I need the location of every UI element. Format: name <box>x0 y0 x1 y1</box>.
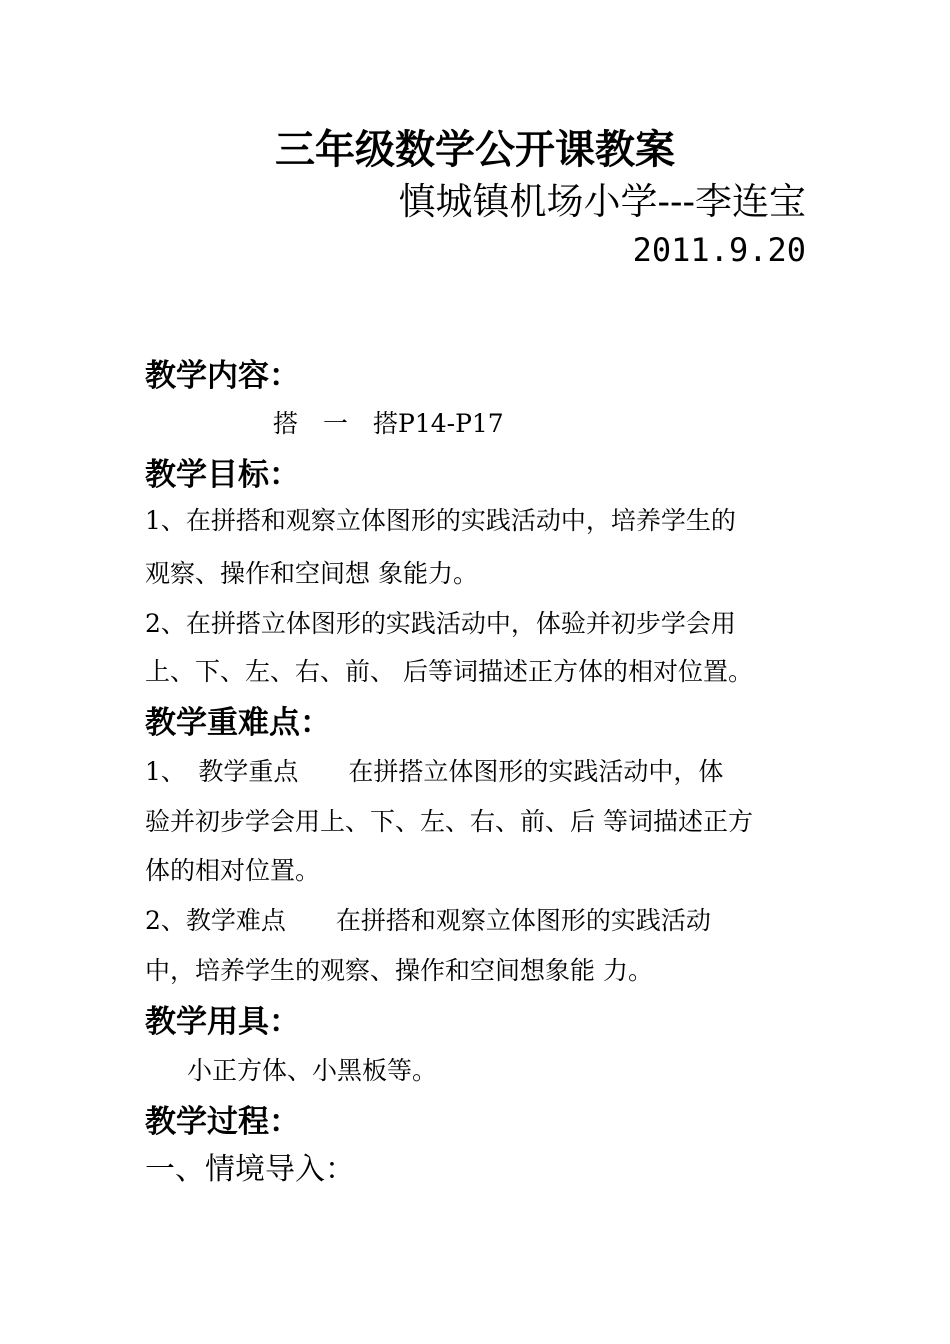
author-line: 慎城镇机场小学---李连宝 <box>398 180 806 223</box>
heading-teaching-goals: 教学目标： <box>145 457 300 493</box>
heading-teaching-process: 教学过程： <box>145 1104 300 1140</box>
goal-line: 观察、操作和空间想 象能力。 <box>145 559 478 588</box>
document-title: 三年级数学公开课教案 <box>275 127 675 173</box>
key-point-line: 中，培养学生的观察、操作和空间想象能 力。 <box>145 956 653 985</box>
goal-line: 2、在拼搭立体图形的实践活动中，体验并初步学会用 <box>145 609 736 638</box>
goal-line: 1、在拼搭和观察立体图形的实践活动中，培养学生的 <box>145 506 736 535</box>
document-date: 2011.9.20 <box>632 231 806 269</box>
process-step-1: 一、情境导入： <box>145 1152 355 1187</box>
goal-line: 上、下、左、右、前、 后等词描述正方体的相对位置。 <box>145 657 753 686</box>
heading-key-points: 教学重难点： <box>145 705 331 741</box>
teaching-tools-text: 小正方体、小黑板等。 <box>187 1056 438 1085</box>
teaching-content-text: 搭 一 搭P14-P17 <box>273 409 504 438</box>
heading-teaching-content: 教学内容： <box>145 358 300 394</box>
key-point-line: 体的相对位置。 <box>145 856 321 885</box>
key-point-line: 1、 教学重点 在拼搭立体图形的实践活动中，体 <box>145 757 724 786</box>
key-point-line: 2、教学难点 在拼搭和观察立体图形的实践活动 <box>145 906 711 935</box>
heading-teaching-tools: 教学用具： <box>145 1004 300 1040</box>
key-point-line: 验并初步学会用上、下、左、右、前、后 等词描述正方 <box>145 807 753 836</box>
